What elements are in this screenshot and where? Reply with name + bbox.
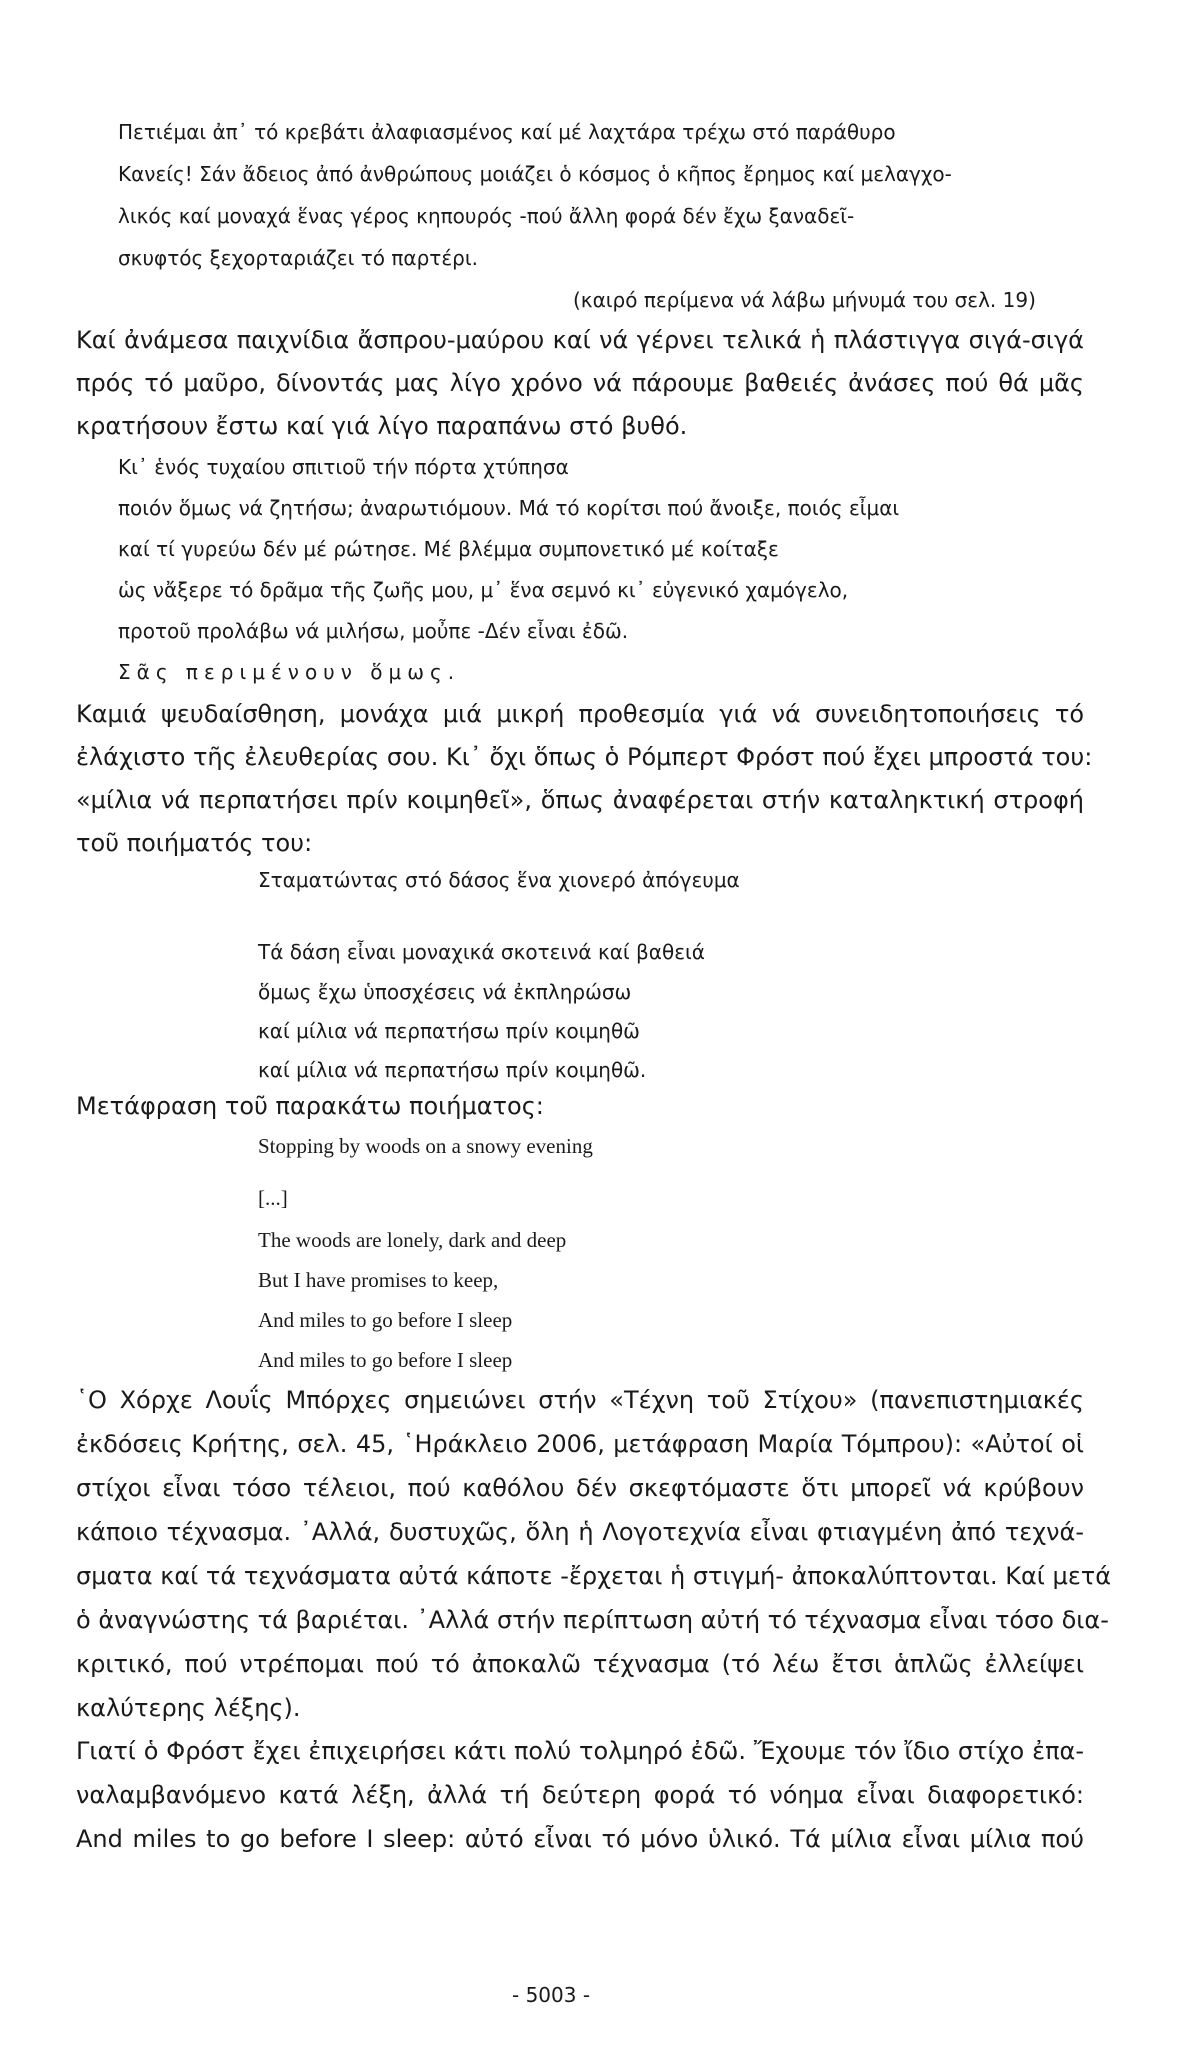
- text-line: προτοῦ προλάβω νά μιλήσω, μοὖπε -Δέν εἶναι ἐδῶ.: [118, 619, 629, 643]
- text-line: Κανείς! Σάν ἄδειος ἀπό ἀνθρώπους μοιάζει ὁ κόσμος ὁ κῆπος ἔρημος καί μελαγχο-: [118, 162, 952, 186]
- text-line: Κι᾽ ἑνός τυχαίου σπιτιοῦ τήν πόρτα χτύπησα: [118, 455, 569, 479]
- text-line: ὡς νἄξερε τό δρᾶμα τῆς ζωῆς μου, μ᾽ ἕνα σεμνό κι᾽ εὐγενικό χαμόγελο,: [118, 578, 849, 602]
- text-line: ὁ ἀναγνώστης τά βαριέται. ᾿Αλλά στήν περίπτωση αὐτή τό τέχνασμα εἶναι τόσο δια-: [76, 1606, 1109, 1634]
- text-line: καλύτερης λέξης).: [76, 1694, 301, 1722]
- text-line: Πετιέμαι ἀπ᾽ τό κρεβάτι ἀλαφιασμένος καί μέ λαχτάρα τρέχω στό παράθυρο: [118, 120, 896, 144]
- poem-line: And miles to go before I sleep: [258, 1348, 513, 1372]
- poem-line: καί μίλια νά περπατήσω πρίν κοιμηθῶ: [258, 1019, 640, 1043]
- text-line: τοῦ ποιήματός του:: [76, 829, 313, 857]
- text-line: στίχοι εἶναι τόσο τέλειοι, πού καθόλου δέν σκεφτόμαστε ὅτι μπορεῖ νά κρύβουν: [76, 1474, 1084, 1502]
- text-line: σματα καί τά τεχνάσματα αὐτά κάποτε -ἔρχεται ἡ στιγμή- ἀποκαλύπτονται. Καί μετά: [76, 1562, 1112, 1590]
- page-reference-note: (καιρό περίμενα νά λάβω μήνυμά του σελ. 19): [573, 288, 1036, 312]
- text-line: ῾Ο Χόρχε Λουΐς Μπόρχες σημειώνει στήν «Τέχνη τοῦ Στίχου» (πανεπιστημιακές: [76, 1386, 1084, 1414]
- poem-line: And miles to go before I sleep: [258, 1308, 513, 1332]
- text-line: πρός τό μαῦρο, δίνοντάς μας λίγο χρόνο νά πάρουμε βαθειές ἀνάσες πού θά μᾶς: [76, 369, 1084, 397]
- text-line: ἐλάχιστο τῆς ἐλευθερίας σου. Κι᾽ ὄχι ὅπως ὁ Ρόμπερτ Φρόστ πού ἔχει μπροστά του:: [76, 743, 1093, 771]
- poem-line: Τά δάση εἶναι μοναχικά σκοτεινά καί βαθειά: [258, 940, 705, 964]
- text-line: Καί ἀνάμεσα παιχνίδια ἄσπρου-μαύρου καί νά γέρνει τελικά ἡ πλάστιγγα σιγά-σιγά: [76, 326, 1084, 354]
- text-line: κρατήσουν ἔστω καί γιά λίγο παραπάνω στό βυθό.: [76, 412, 688, 440]
- text-line: ἐκδόσεις Κρήτης, σελ. 45, ῾Ηράκλειο 2006, μετάφραση Μαρία Τόμπρου): «Αὐτοί οἱ: [76, 1430, 1084, 1458]
- poem-line: ὅμως ἔχω ὑποσχέσεις νά ἐκπληρώσω: [258, 980, 632, 1004]
- translation-heading: Μετάφραση τοῦ παρακάτω ποιήματος:: [76, 1092, 544, 1120]
- text-line: ποιόν ὅμως νά ζητήσω; ἀναρωτιόμουν. Μά τό κορίτσι πού ἄνοιξε, ποιός εἶμαι: [118, 496, 900, 520]
- poem-line: The woods are lonely, dark and deep: [258, 1228, 567, 1252]
- text-line: Γιατί ὁ Φρόστ ἔχει ἐπιχειρήσει κάτι πολύ τολμηρό ἐδῶ. Ἔχουμε τόν ἴδιο στίχο ἐπα-: [76, 1737, 1084, 1765]
- text-line: λικός καί μοναχά ἕνας γέρος κηπουρός -πού ἄλλη φορά δέν ἔχω ξαναδεῖ-: [118, 204, 855, 228]
- text-line: κάποιο τέχνασμα. ᾿Αλλά, δυστυχῶς, ὅλη ἡ Λογοτεχνία εἶναι φτιαγμένη ἀπό τεχνά-: [76, 1518, 1084, 1546]
- text-line: κριτικό, πού ντρέπομαι πού τό ἀποκαλῶ τέχνασμα (τό λέω ἔτσι ἁπλῶς ἐλλείψει: [76, 1650, 1084, 1678]
- poem-line: καί μίλια νά περπατήσω πρίν κοιμηθῶ.: [258, 1058, 647, 1082]
- poem-line: But I have promises to keep,: [258, 1268, 499, 1292]
- text-line: Καμιά ψευδαίσθηση, μονάχα μιά μικρή προθεσμία γιά νά συνειδητοποιήσεις τό: [76, 700, 1084, 728]
- poem-title: Σταματώντας στό δάσος ἕνα χιονερό ἀπόγευμα: [258, 868, 740, 892]
- page-number: - 5003 -: [512, 1983, 591, 2007]
- text-line: καί τί γυρεύω δέν μέ ρώτησε. Μέ βλέμμα συμπονετικό μέ κοίταξε: [118, 537, 779, 561]
- text-line: ναλαμβανόμενο κατά λέξη, ἀλλά τή δεύτερη φορά τό νόημα εἶναι διαφορετικό:: [76, 1781, 1084, 1809]
- text-line: And miles to go before I sleep: αὐτό εἶναι τό μόνο ὑλικό. Τά μίλια εἶναι μίλια πού: [76, 1825, 1084, 1853]
- poem-title: Stopping by woods on a snowy evening: [258, 1134, 593, 1158]
- text-line: σκυφτός ξεχορταριάζει τό παρτέρι.: [118, 246, 478, 270]
- spaced-text-line: Σᾶς περιμένουν ὅμως.: [118, 660, 461, 684]
- poem-ellipsis: [...]: [258, 1186, 288, 1210]
- text-line: «μίλια νά περπατήσει πρίν κοιμηθεῖ», ὅπως ἀναφέρεται στήν καταληκτική στροφή: [76, 786, 1084, 814]
